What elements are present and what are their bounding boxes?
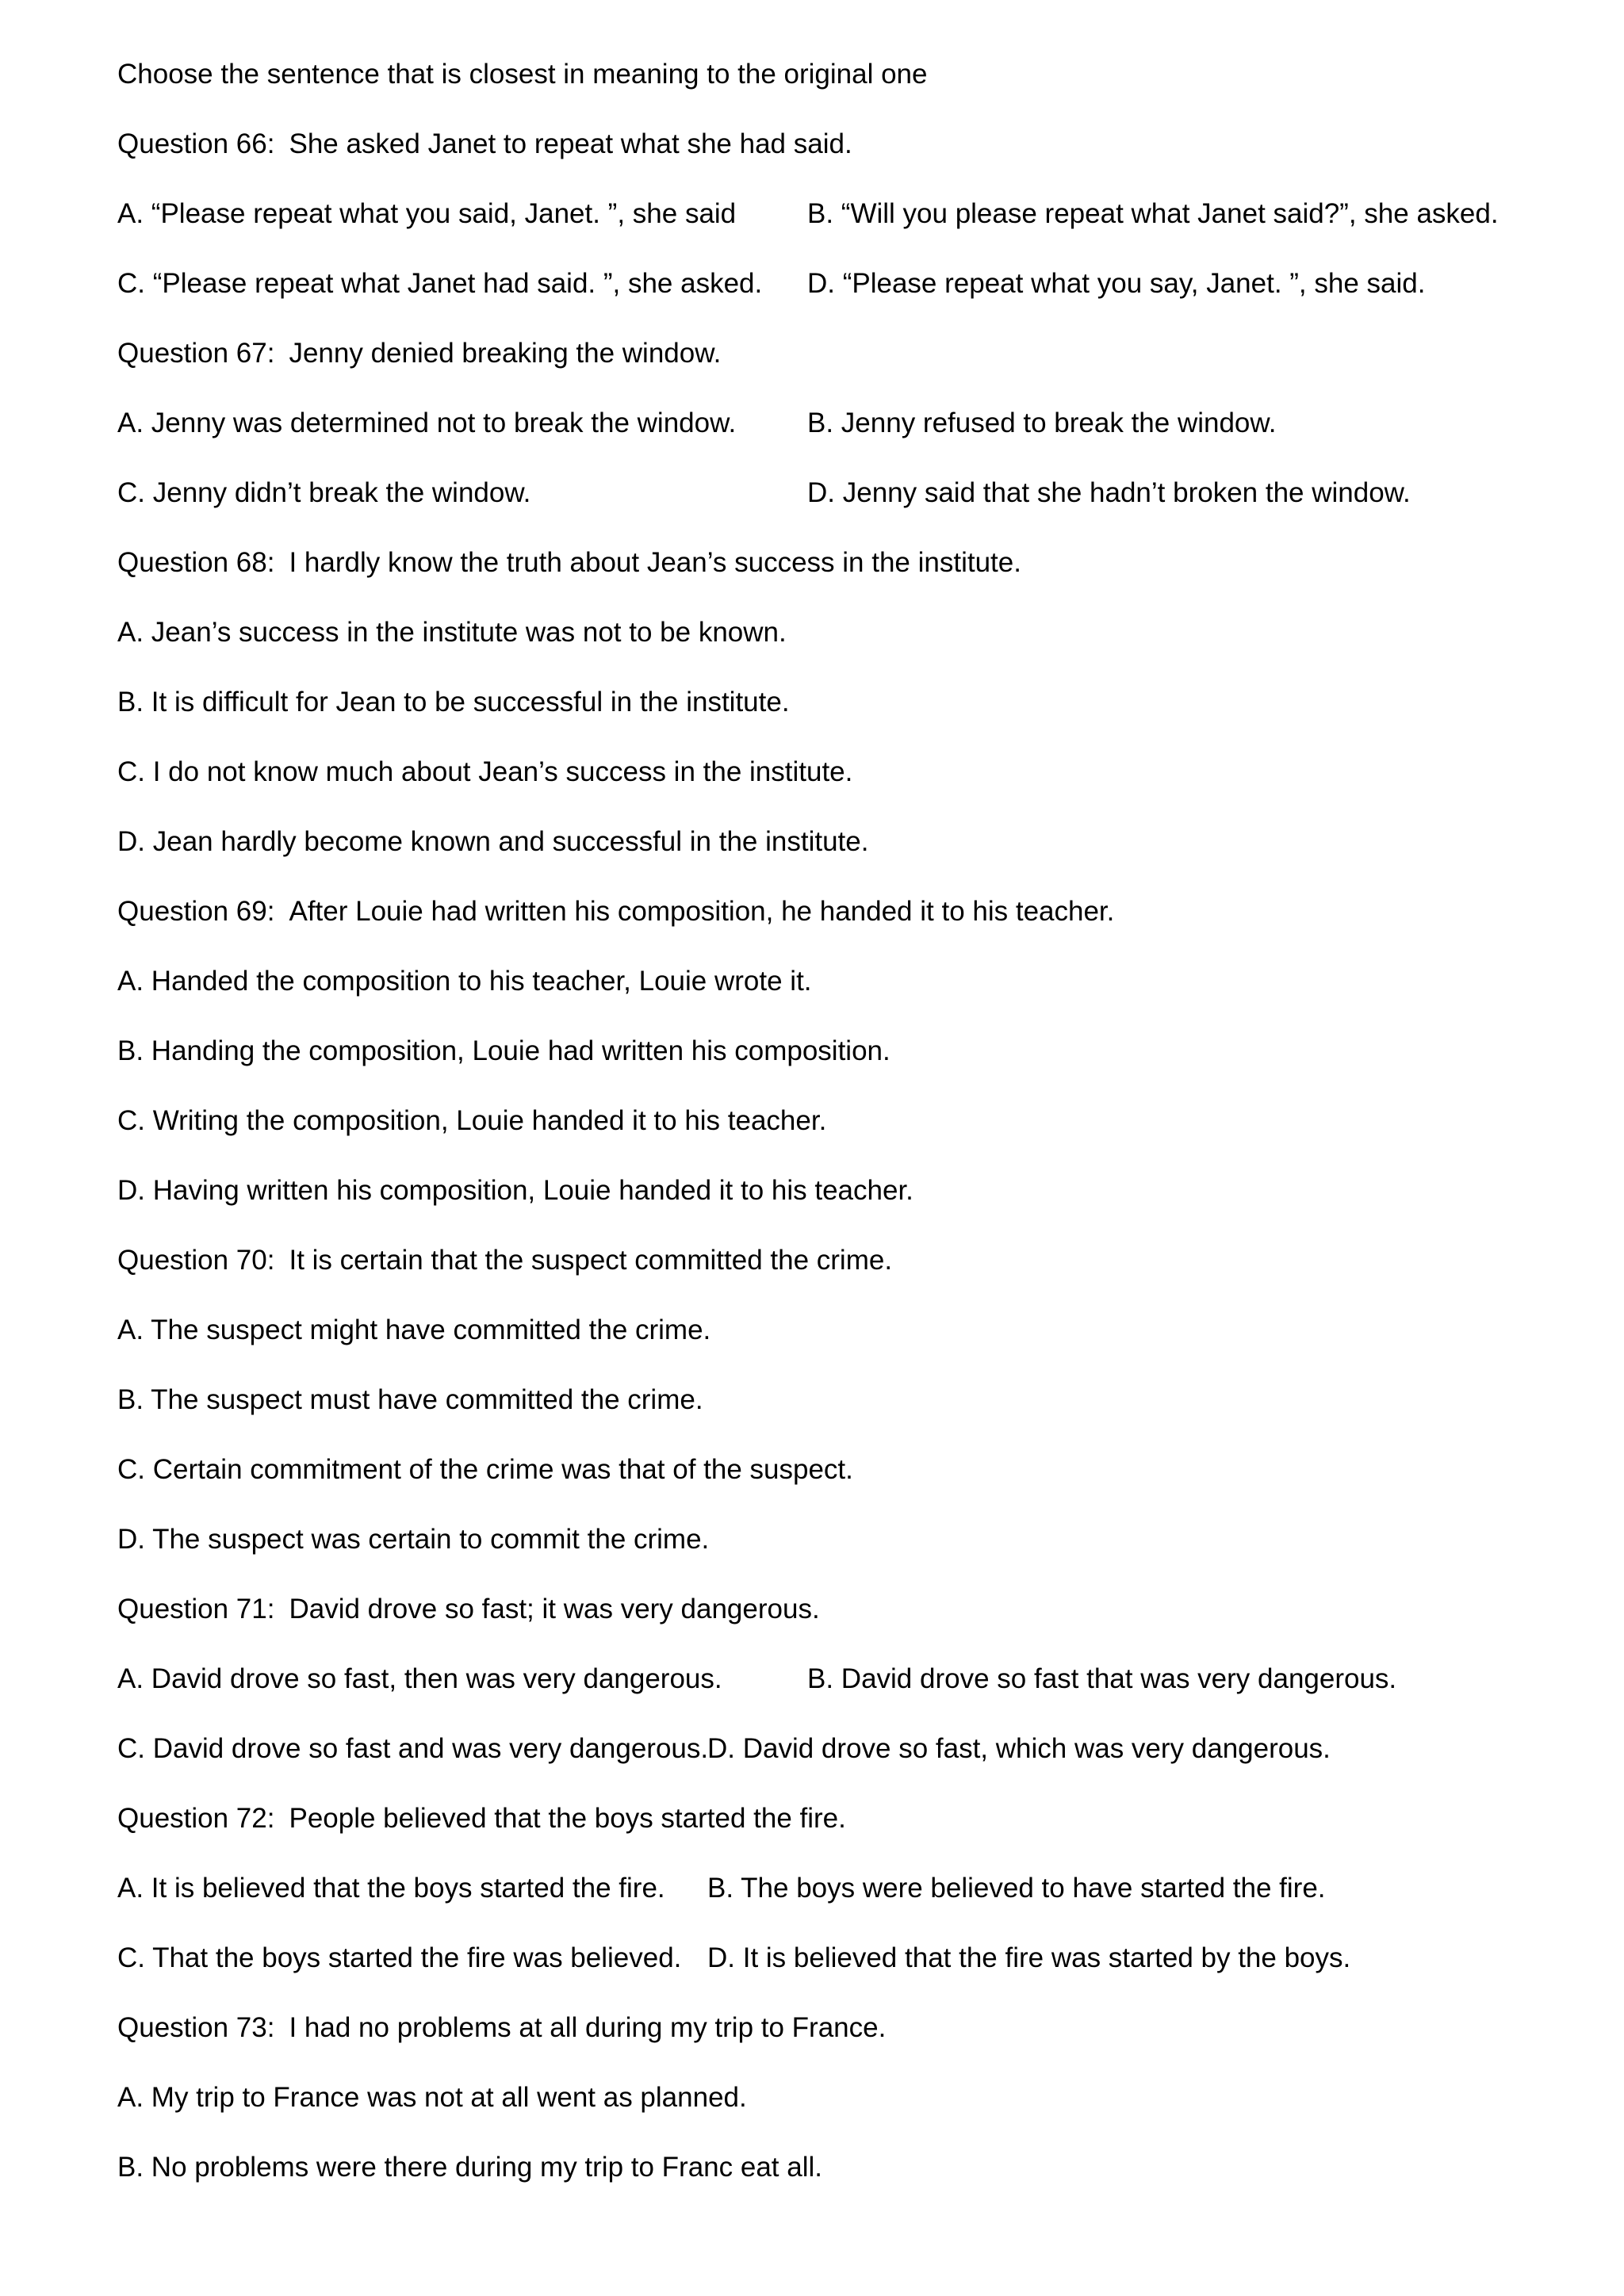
question-72-text: People believed that the boys started the fire. bbox=[289, 1803, 846, 1834]
question-69-option-a: A. Handed the composition to his teacher, Louie wrote it. bbox=[117, 966, 812, 997]
question-68 bbox=[117, 545, 1513, 615]
question-66 bbox=[117, 127, 1513, 197]
question-72-option-b: B. The boys were believed to have started the fire. bbox=[707, 1873, 1326, 1904]
question-66-option-b: B. “Will you please repeat what Janet said?”, she asked. bbox=[807, 198, 1499, 229]
question-70 bbox=[117, 1243, 1513, 1313]
question-70-text: It is certain that the suspect committed the crime. bbox=[289, 1245, 893, 1276]
question-66-options-row-1 bbox=[117, 197, 1513, 266]
question-71-text: David drove so fast; it was very dangerous. bbox=[289, 1594, 820, 1624]
question-72 bbox=[117, 1801, 1513, 1871]
question-73-option-a: A. My trip to France was not at all went as planned. bbox=[117, 2082, 747, 2113]
question-72-option-d: D. It is believed that the fire was started by the boys. bbox=[707, 1942, 1351, 1973]
question-70-option-c: C. Certain commitment of the crime was that of the suspect. bbox=[117, 1454, 853, 1485]
question-73-option-b: B. No problems were there during my trip to Franc eat all. bbox=[117, 2152, 822, 2183]
question-71-option-b: B. David drove so fast that was very dangerous. bbox=[807, 1663, 1397, 1694]
question-71-option-a: A. David drove so fast, then was very dangerous. bbox=[117, 1663, 722, 1694]
question-73 bbox=[117, 2011, 1513, 2080]
question-66-option-d: D. “Please repeat what you say, Janet. ”, she said. bbox=[807, 268, 1426, 299]
question-67-options-row-2 bbox=[117, 476, 1513, 545]
question-66-options-row-2 bbox=[117, 266, 1513, 336]
instruction-text: Choose the sentence that is closest in meaning to the original one bbox=[117, 59, 928, 90]
worksheet bbox=[117, 57, 1513, 2220]
question-68-option-d: D. Jean hardly become known and successful in the institute. bbox=[117, 826, 869, 857]
question-68-option-a: A. Jean’s success in the institute was not to be known. bbox=[117, 617, 787, 648]
question-67-options-row-1 bbox=[117, 406, 1513, 476]
question-73-number: Question 73: bbox=[117, 2012, 275, 2043]
question-67-number: Question 67: bbox=[117, 338, 275, 369]
question-69-text: After Louie had written his composition, he handed it to his teacher. bbox=[289, 896, 1115, 927]
question-71-option-d: D. David drove so fast, which was very dangerous. bbox=[707, 1733, 1331, 1764]
question-67-option-a: A. Jenny was determined not to break the window. bbox=[117, 408, 737, 438]
question-70-option-d: D. The suspect was certain to commit the crime. bbox=[117, 1524, 710, 1555]
question-67-text: Jenny denied breaking the window. bbox=[289, 338, 722, 369]
question-68-text: I hardly know the truth about Jean’s success in the institute. bbox=[289, 547, 1021, 578]
question-68-option-c: C. I do not know much about Jean’s success in the institute. bbox=[117, 756, 853, 787]
question-69-number: Question 69: bbox=[117, 896, 275, 927]
question-72-options-row-2 bbox=[117, 1941, 1513, 2011]
question-69 bbox=[117, 894, 1513, 964]
question-71-options-row-2 bbox=[117, 1732, 1513, 1801]
question-66-number: Question 66: bbox=[117, 128, 275, 159]
question-71-options-row-1 bbox=[117, 1662, 1513, 1732]
question-69-option-c: C. Writing the composition, Louie handed it to his teacher. bbox=[117, 1105, 827, 1136]
question-69-option-d: D. Having written his composition, Louie handed it to his teacher. bbox=[117, 1175, 914, 1206]
question-66-option-c: C. “Please repeat what Janet had said. ”, she asked. bbox=[117, 268, 763, 299]
question-67-option-c: C. Jenny didn’t break the window. bbox=[117, 477, 531, 508]
question-70-option-a: A. The suspect might have committed the crime. bbox=[117, 1314, 711, 1345]
question-71-option-c: C. David drove so fast and was very dangerous. bbox=[117, 1733, 709, 1764]
question-66-text: She asked Janet to repeat what she had said. bbox=[289, 128, 852, 159]
question-67 bbox=[117, 336, 1513, 406]
question-72-option-c: C. That the boys started the fire was believed. bbox=[117, 1942, 682, 1973]
question-71 bbox=[117, 1592, 1513, 1662]
question-70-option-b: B. The suspect must have committed the crime. bbox=[117, 1384, 703, 1415]
instruction bbox=[117, 57, 1513, 127]
question-68-option-b: B. It is difficult for Jean to be successful in the institute. bbox=[117, 687, 790, 718]
question-69-option-b: B. Handing the composition, Louie had written his composition. bbox=[117, 1035, 891, 1066]
question-72-number: Question 72: bbox=[117, 1803, 275, 1834]
question-70-number: Question 70: bbox=[117, 1245, 275, 1276]
question-68-number: Question 68: bbox=[117, 547, 275, 578]
question-73-text: I had no problems at all during my trip to France. bbox=[289, 2012, 887, 2043]
question-66-option-a: A. “Please repeat what you said, Janet. ”, she said bbox=[117, 198, 737, 229]
question-72-option-a: A. It is believed that the boys started the fire. bbox=[117, 1873, 665, 1904]
question-67-option-d: D. Jenny said that she hadn’t broken the window. bbox=[807, 477, 1411, 508]
question-71-number: Question 71: bbox=[117, 1594, 275, 1624]
question-72-options-row-1 bbox=[117, 1871, 1513, 1941]
question-67-option-b: B. Jenny refused to break the window. bbox=[807, 408, 1277, 438]
